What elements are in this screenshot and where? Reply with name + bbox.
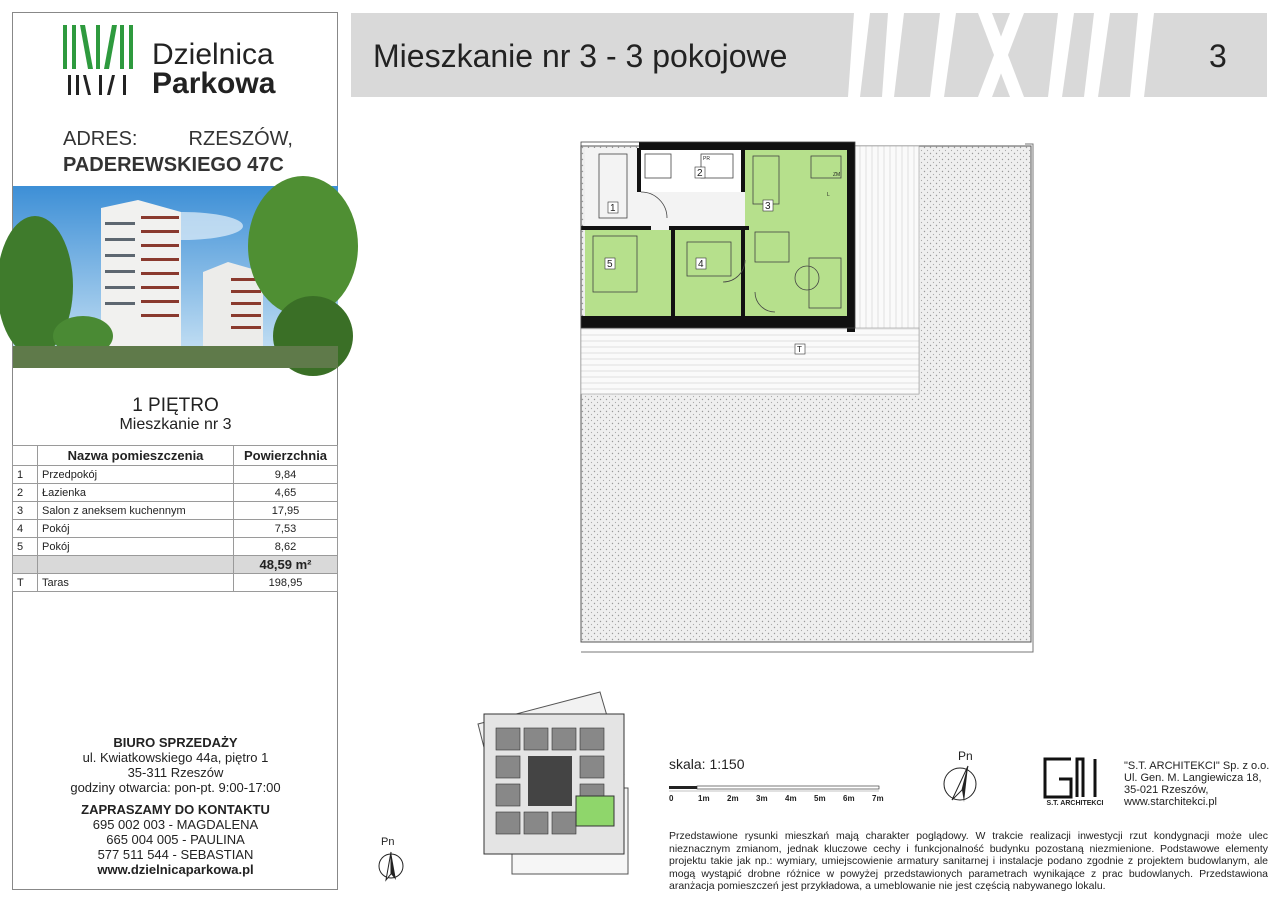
address-label: ADRES: <box>63 128 138 150</box>
terrace-row <box>13 574 338 592</box>
table-header-row <box>13 446 338 466</box>
plan-label-4: 4 <box>698 259 704 270</box>
room-name: Pokój <box>38 520 234 538</box>
room-bathroom <box>637 148 745 192</box>
scale-tick-label: 4m <box>785 794 797 803</box>
logo-line-1: Dzielnica <box>152 38 274 71</box>
plan-label-3: 3 <box>765 201 771 212</box>
fixture-label-l: L <box>827 192 830 198</box>
room-no: 2 <box>13 484 38 502</box>
rooms-table <box>12 445 338 592</box>
floor-plan <box>575 140 1037 656</box>
website-link[interactable]: www.dzielnicaparkowa.pl <box>97 862 254 877</box>
table-row <box>13 484 338 502</box>
contact-phone[interactable]: 695 002 003 - MAGDALENA <box>92 817 259 832</box>
total-area: 48,59 m² <box>234 556 338 574</box>
architect-city: 35-021 Rzeszów, <box>1124 784 1209 796</box>
plan-label-2: 2 <box>697 168 703 179</box>
plan-label-terrace: T <box>797 345 802 354</box>
room-name: Łazienka <box>38 484 234 502</box>
terrace-no: T <box>13 574 38 592</box>
architect-logo-icon <box>1043 757 1107 805</box>
north-label-small: Pn <box>381 836 395 848</box>
room-name: Pokój <box>38 538 234 556</box>
scale-tick-label: 3m <box>756 794 768 803</box>
room-area: 7,53 <box>234 520 338 538</box>
room-bedroom-5 <box>585 230 673 316</box>
north-label: Pn <box>958 749 973 763</box>
terrace-name: Taras <box>38 574 234 592</box>
terrace-deck-front <box>581 328 919 394</box>
office-hours: godziny otwarcia: pon-pt. 9:00-17:00 <box>70 780 281 795</box>
room-area: 8,62 <box>234 538 338 556</box>
scale-bar <box>669 786 884 806</box>
north-arrow-icon <box>940 764 980 804</box>
scale-tick-label: 7m <box>872 794 884 803</box>
room-no: 1 <box>13 466 38 484</box>
address <box>63 126 293 178</box>
contact-phone[interactable]: 577 511 544 - SEBASTIAN <box>97 847 254 862</box>
plan-label-5: 5 <box>607 259 613 270</box>
architect-web[interactable]: www.starchitekci.pl <box>1124 796 1217 808</box>
address-city: RZESZÓW, <box>188 128 293 150</box>
table-header-no <box>13 446 38 466</box>
room-no: 4 <box>13 520 38 538</box>
apartment-number: 3 <box>1209 38 1227 74</box>
scale-tick-label: 6m <box>843 794 855 803</box>
fixture-label-pr: PR <box>703 156 710 162</box>
developer-logo-text <box>152 40 275 98</box>
architect-info <box>1124 760 1269 808</box>
scale-tick-label: 0 <box>669 794 674 803</box>
table-row <box>13 502 338 520</box>
floor-title: 1 PIĘTRO <box>132 395 219 416</box>
office-title: BIURO SPRZEDAŻY <box>113 735 238 750</box>
office-street: ul. Kwiatkowskiego 44a, piętro 1 <box>82 750 269 765</box>
table-row <box>13 538 338 556</box>
architect-logo-caption: S.T. ARCHITEKCI <box>1046 800 1104 807</box>
room-bedroom-4 <box>673 230 745 316</box>
logo-line-2: Parkowa <box>152 67 276 100</box>
room-no: 5 <box>13 538 38 556</box>
plan-label-1: 1 <box>610 203 616 214</box>
terrace-area: 198,95 <box>234 574 338 592</box>
table-row <box>13 466 338 484</box>
developer-logo-icon <box>63 25 137 97</box>
scale-tick-label: 5m <box>814 794 826 803</box>
room-name: Przedpokój <box>38 466 234 484</box>
total-row <box>13 556 338 574</box>
apartment-title: Mieszkanie nr 3 - 3 pokojowe <box>373 38 788 74</box>
apartment-subtitle: Mieszkanie nr 3 <box>119 416 232 433</box>
building-render-image <box>13 186 338 368</box>
scale-label: skala: 1:150 <box>669 756 745 772</box>
address-street: PADEREWSKIEGO 47C <box>63 154 284 176</box>
disclaimer-text: Przedstawione rysunki mieszkań mają charakter poglądowy. W trakcie realizacji inwestycji rzut kondygnacji może ulec nieznacznym zmianom, jednak kluczowe cechy i funkcjonalność budynku pozostaną niezmienione. Podstawowe elementy projektu takie jak np.: wymiary, umiejscowienie armatury sanitarnej i instalacje podano zgodnie z projektem budowlanym, ale mogą wystąpić drobne różnice w powyżej przedstawionych parametrach wynikające z prac budowlanych. Przedstawiona aranżacja pomieszczeń jest przykładowa, a umeblowanie nie jest częścią nabywanego lokalu. <box>669 830 1268 892</box>
building-key-plan <box>478 692 644 882</box>
scale-tick-label: 1m <box>698 794 710 803</box>
room-area: 17,95 <box>234 502 338 520</box>
architect-street: Ul. Gen. M. Langiewicza 18, <box>1124 772 1262 784</box>
architect-name: "S.T. ARCHITEKCI" Sp. z o.o. <box>1124 760 1270 772</box>
table-header-name: Nazwa pomieszczenia <box>38 446 234 466</box>
room-area: 4,65 <box>234 484 338 502</box>
room-name: Salon z aneksem kuchennym <box>38 502 234 520</box>
fixture-label-zm: ZM <box>833 172 841 178</box>
table-row <box>13 520 338 538</box>
scale-tick-label: 2m <box>727 794 739 803</box>
contact-title: ZAPRASZAMY DO KONTAKTU <box>81 802 270 817</box>
contact-phone[interactable]: 665 004 005 - PAULINA <box>106 832 245 847</box>
office-city: 35-311 Rzeszów <box>127 765 224 780</box>
sales-office <box>13 735 338 877</box>
table-header-area: Powierzchnia <box>234 446 338 466</box>
room-area: 9,84 <box>234 466 338 484</box>
header-pattern-icon <box>848 13 1160 97</box>
north-arrow-icon <box>375 850 407 882</box>
room-no: 3 <box>13 502 38 520</box>
